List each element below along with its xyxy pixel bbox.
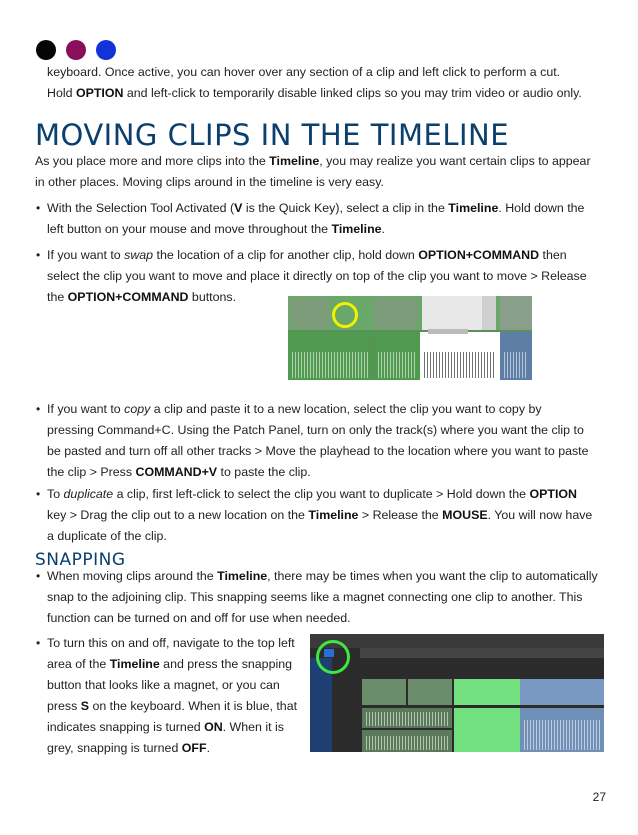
bullet-swap-line2: select the clip you want to move and place it directly on top of the clip you want to move > Release <box>47 269 587 283</box>
video-thumbnail <box>290 298 330 328</box>
bullet-duplicate-line2: key > Drag the clip out to a new location on the Timeline > Release the MOUSE. You will now have <box>47 508 593 522</box>
video-thumbnail <box>500 296 532 330</box>
video-clip <box>520 679 604 705</box>
audio-clip-selected <box>454 708 520 752</box>
audio-clip <box>362 708 452 728</box>
timeline-snapping-screenshot <box>310 634 604 752</box>
section1-paragraph: As you place more and more clips into the Timeline, you may realize you want certain clips to appear <box>35 154 591 168</box>
audio-clip <box>520 708 604 752</box>
timeline-swap-screenshot <box>288 296 532 380</box>
black-dot <box>36 40 56 60</box>
bullet-copy-line2: pressing Command+C. Using the Patch Panel, turn on only the track(s) where you want the clip to <box>47 423 584 437</box>
bullet-copy: • If you want to copy a clip and paste it to a new location, select the clip you want to copy by <box>47 399 542 420</box>
video-clip-selected <box>454 679 520 705</box>
audio-clip <box>374 332 420 380</box>
bullet-duplicate-line3: a duplicate of the clip. <box>47 529 167 543</box>
bullet-snapping-toggle-line6: grey, snapping is turned OFF. <box>47 741 211 755</box>
page-number: 27 <box>592 790 606 804</box>
bullet-snapping-intro-line3: function can be turned on and off for use when needed. <box>47 611 351 625</box>
video-thumbnail <box>374 298 418 328</box>
timeline-ruler <box>360 648 604 658</box>
timeline-gap <box>482 296 496 330</box>
timeline-gap <box>422 296 482 330</box>
audio-clip <box>362 730 452 752</box>
section-title-snapping: SNAPPING <box>35 550 126 570</box>
bullet-snapping-toggle: • To turn this on and off, navigate to the top left <box>47 633 295 654</box>
bullet-selection-tool: • With the Selection Tool Activated (V is the Quick Key), select a clip in the Timeline. Hold down the <box>47 198 584 219</box>
audio-clip-selected <box>420 332 500 380</box>
bullet-selection-tool-line2: left button on your mouse and move throughout the Timeline. <box>47 222 385 236</box>
bullet-snapping-intro-line2: snap to the adjoining clip. This snapping seems like a magnet connecting one clip to another. This <box>47 590 583 604</box>
video-clip <box>362 679 406 705</box>
bullet-snapping-toggle-line5: indicates snapping is turned ON. When it is <box>47 720 284 734</box>
magenta-dot <box>66 40 86 60</box>
highlight-circle <box>316 640 350 674</box>
intro-line-2: Hold OPTION and left-click to temporarily disable linked clips so you may trim video or audio only. <box>47 86 582 100</box>
section-title-moving-clips: MOVING CLIPS IN THE TIMELINE <box>35 118 510 152</box>
audio-clip <box>500 332 532 380</box>
bullet-snapping-toggle-line2: area of the Timeline and press the snapping <box>47 657 292 671</box>
bullet-swap-line3: the OPTION+COMMAND buttons. <box>47 290 237 304</box>
video-clip <box>408 679 452 705</box>
bullet-snapping-toggle-line4: press S on the keyboard. When it is blue, that <box>47 699 298 713</box>
audio-clip <box>288 332 372 380</box>
bullet-snapping-intro: • When moving clips around the Timeline, there may be times when you want the clip to automatically <box>47 566 598 587</box>
intro-line-1: keyboard. Once active, you can hover over any section of a clip and left click to perform a cut. <box>47 65 561 79</box>
bullet-copy-line3: be pasted and turn off all other tracks > Move the playhead to the location where you want to paste <box>47 444 589 458</box>
bullet-snapping-toggle-line3: button that looks like a magnet, or you can <box>47 678 280 692</box>
bullet-copy-line4: the clip > Press COMMAND+V to paste the clip. <box>47 465 311 479</box>
section1-paragraph-line2: in other places. Moving clips around in the timeline is very easy. <box>35 175 384 189</box>
clip-label <box>428 329 468 334</box>
timeline-toolbar <box>310 634 604 648</box>
blue-dot <box>96 40 116 60</box>
bullet-swap: • If you want to swap the location of a clip for another clip, hold down OPTION+COMMAND then <box>47 245 567 266</box>
bullet-duplicate: • To duplicate a clip, first left-click to select the clip you want to duplicate > Hold down the OPTION <box>47 484 577 505</box>
highlight-circle <box>332 302 358 328</box>
